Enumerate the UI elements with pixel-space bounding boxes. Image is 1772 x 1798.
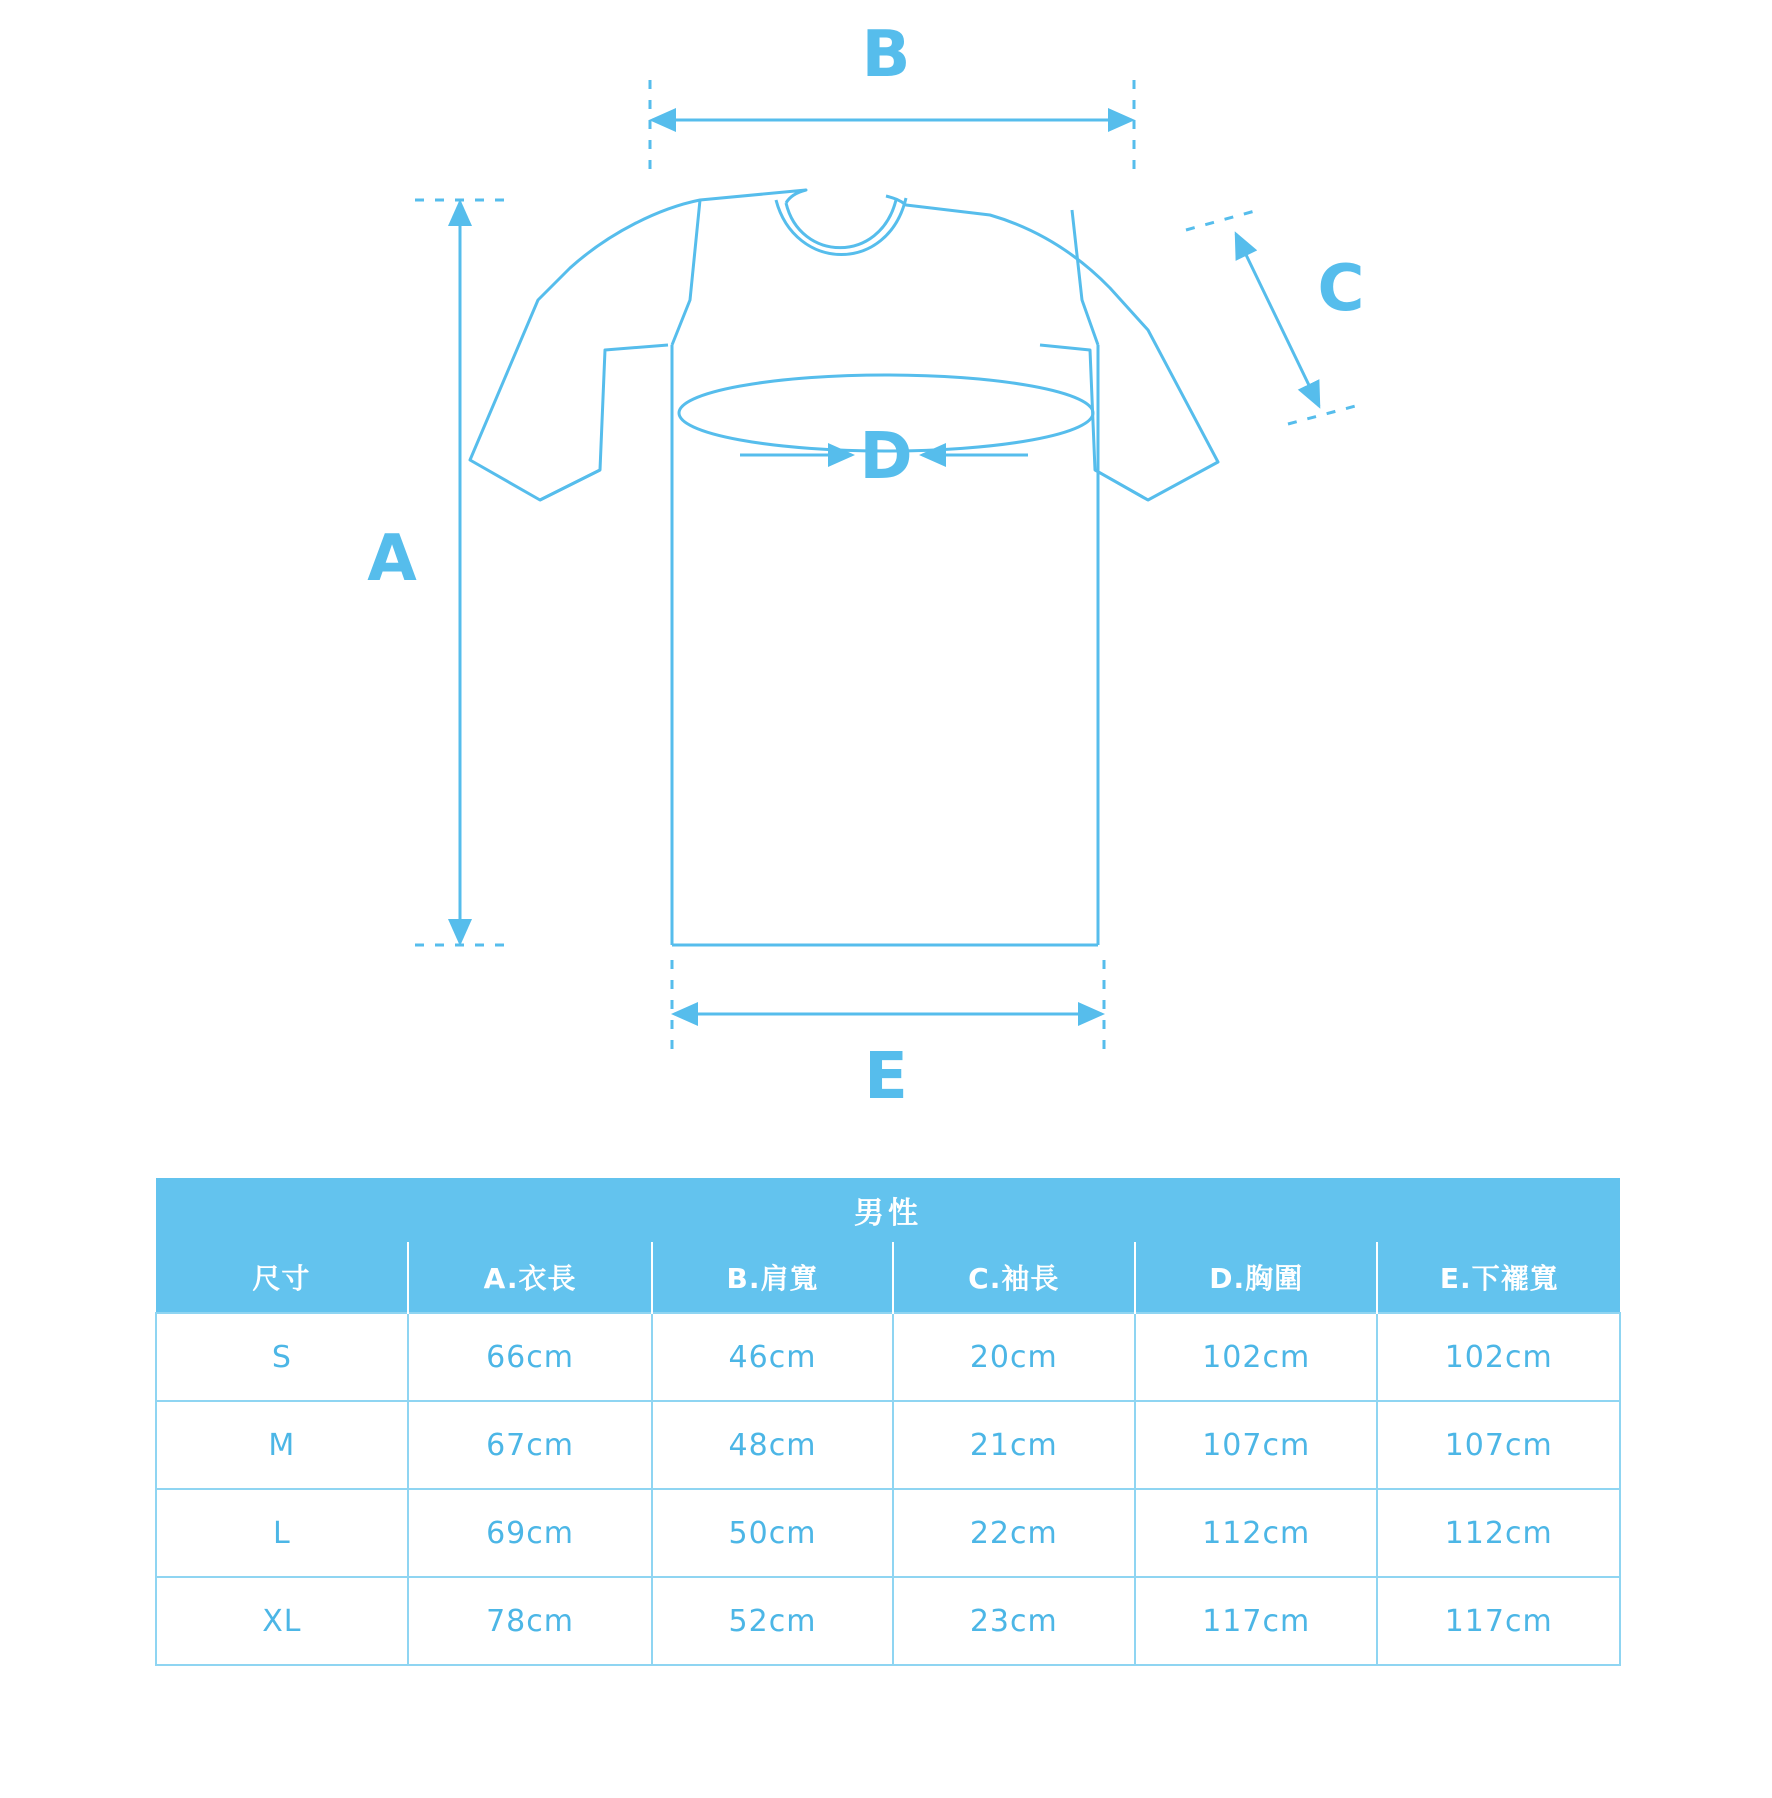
column-header-a: A.衣長: [408, 1242, 653, 1313]
dimension-label-c: C: [1317, 252, 1365, 326]
cell-a: 66cm: [408, 1313, 653, 1401]
cell-e: 112cm: [1377, 1489, 1620, 1577]
dimension-label-e: E: [864, 1040, 908, 1114]
column-header-b: B.肩寬: [652, 1242, 892, 1313]
dimension-e: [672, 960, 1104, 1052]
cell-b: 48cm: [652, 1401, 892, 1489]
cell-d: 112cm: [1135, 1489, 1377, 1577]
cell-e: 117cm: [1377, 1577, 1620, 1665]
dimension-label-a: A: [367, 522, 417, 596]
dimension-b: [650, 80, 1134, 170]
cell-size: XL: [156, 1577, 408, 1665]
table-row: [156, 1401, 1620, 1489]
cell-b: 46cm: [652, 1313, 892, 1401]
cell-size: M: [156, 1401, 408, 1489]
size-table: [155, 1178, 1621, 1666]
cell-d: 102cm: [1135, 1313, 1377, 1401]
cell-c: 23cm: [893, 1577, 1135, 1665]
dimension-label-b: B: [861, 18, 911, 92]
table-header-row: [156, 1242, 1620, 1313]
table-title: 男性: [156, 1178, 1620, 1242]
tshirt-outline: [470, 190, 1218, 945]
cell-d: 107cm: [1135, 1401, 1377, 1489]
column-header-e: E.下襬寬: [1377, 1242, 1620, 1313]
cell-a: 69cm: [408, 1489, 653, 1577]
dimension-a: [415, 200, 505, 945]
table-row: [156, 1313, 1620, 1401]
table-row: [156, 1489, 1620, 1577]
cell-c: 21cm: [893, 1401, 1135, 1489]
cell-c: 20cm: [893, 1313, 1135, 1401]
cell-e: 107cm: [1377, 1401, 1620, 1489]
size-table-container: [155, 1178, 1621, 1666]
cell-a: 78cm: [408, 1577, 653, 1665]
dimension-label-d: D: [859, 420, 913, 494]
cell-b: 50cm: [652, 1489, 892, 1577]
column-header-c: C.袖長: [893, 1242, 1135, 1313]
cell-a: 67cm: [408, 1401, 653, 1489]
cell-d: 117cm: [1135, 1577, 1377, 1665]
table-row: [156, 1577, 1620, 1665]
cell-size: S: [156, 1313, 408, 1401]
column-header-d: D.胸圍: [1135, 1242, 1377, 1313]
table-title-row: [156, 1178, 1620, 1242]
cell-c: 22cm: [893, 1489, 1135, 1577]
cell-size: L: [156, 1489, 408, 1577]
cell-e: 102cm: [1377, 1313, 1620, 1401]
column-header-size: 尺寸: [156, 1242, 408, 1313]
cell-b: 52cm: [652, 1577, 892, 1665]
